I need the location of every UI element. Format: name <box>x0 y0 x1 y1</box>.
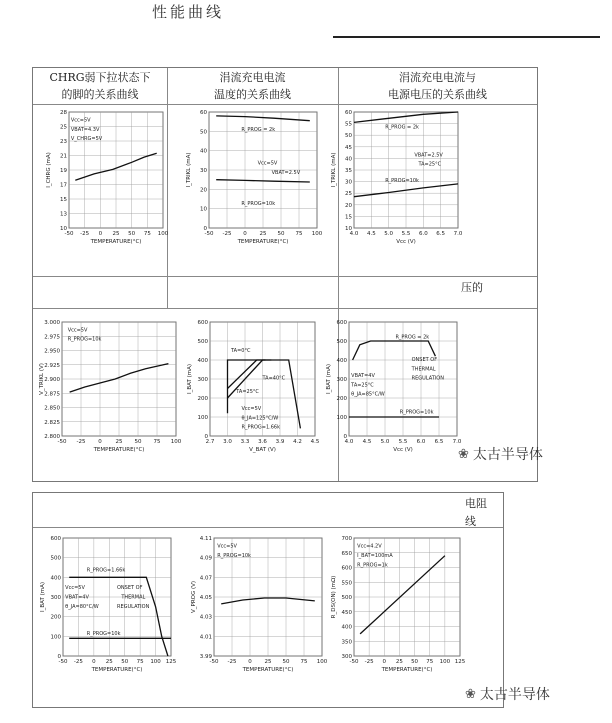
annotation-label: R_PROG=10k <box>385 177 419 184</box>
annotation-label: R_PROG=1.66k <box>86 567 126 574</box>
row-divider <box>33 276 537 277</box>
y-tick-label: 4.09 <box>199 555 212 562</box>
annotation-label: R_PROG=1k <box>357 562 388 569</box>
annotation-label: R_PROG=10k <box>67 336 102 343</box>
x-tick-label: 6.5 <box>434 439 444 445</box>
y-tick-label: 400 <box>50 575 61 582</box>
y-axis-label: I_BAT (mA) <box>187 363 193 395</box>
x-tick-label: 3.6 <box>258 439 267 445</box>
y-tick-label: 10 <box>200 206 207 213</box>
header-cell-1 <box>33 69 167 103</box>
x-tick-label: 4.5 <box>366 231 376 237</box>
watermark <box>465 684 550 704</box>
y-tick-label: 55 <box>345 121 352 128</box>
y-tick-label: 600 <box>336 320 347 326</box>
y-axis-label: I_TRIKL (mA) <box>186 152 192 188</box>
chart-itrickle-vs-vcc <box>330 108 462 244</box>
y-tick-label: 200 <box>336 396 347 402</box>
y-axis-label: I_CHRG (mA) <box>46 152 52 188</box>
y-tick-label: 45 <box>345 144 352 151</box>
y-tick-label: 3.99 <box>199 654 212 660</box>
y-tick-label: 500 <box>336 339 347 345</box>
annotation-label: R_PROG=10k <box>217 553 251 560</box>
x-tick-label: -25 <box>222 231 232 237</box>
x-tick-label: -50 <box>349 659 359 665</box>
x-tick-label: 4.2 <box>293 439 302 445</box>
annotation-label: Vcc=5V <box>217 543 237 550</box>
y-tick-label: 200 <box>197 396 208 402</box>
annotation-label: R_PROG=1.66k <box>241 424 280 431</box>
x-tick-label: 100 <box>311 231 323 237</box>
y-tick-label: 400 <box>341 624 352 631</box>
y-tick-label: 40 <box>345 156 352 163</box>
y-axis-label: I_BAT (mA) <box>40 581 46 613</box>
x-tick-label: 25 <box>395 659 403 665</box>
y-tick-label: 2.925 <box>44 362 60 369</box>
y-tick-label: 200 <box>50 614 61 621</box>
watermark-text: 太古半导体 <box>479 687 550 703</box>
y-tick-label: 3.000 <box>44 320 60 326</box>
annotation-label: TA=25°C <box>236 389 259 396</box>
y-tick-label: 17 <box>60 182 67 189</box>
chart-rdson-vs-temperature <box>330 534 464 672</box>
chart-itrickle-vs-temperature <box>185 108 321 244</box>
x-axis-label: TEMPERATURE(°C) <box>90 239 142 245</box>
annotation-label: ONSET OF <box>411 357 438 364</box>
annotation-label: R_PROG=10k <box>399 409 434 416</box>
y-axis-label: I_TRIKL (mA) <box>331 152 337 188</box>
y-tick-label: 2.975 <box>44 334 60 341</box>
x-tick-label: 3.3 <box>240 439 250 445</box>
annotation-label: VBAT=2.5V <box>271 169 301 176</box>
y-tick-label: 0 <box>203 226 207 232</box>
col-divider <box>167 276 168 308</box>
y-tick-label: 50 <box>200 129 207 136</box>
y-tick-label: 19 <box>60 168 67 174</box>
y-tick-label: 21 <box>60 153 67 160</box>
y-tick-label: 400 <box>336 358 347 364</box>
y-axis-label: V_PROG (V) <box>191 580 197 614</box>
x-tick-label: 100 <box>316 659 328 665</box>
x-tick-label: 4.5 <box>310 439 320 445</box>
y-tick-label: 30 <box>345 179 352 186</box>
annotation-label: Vcc=4.2V <box>357 543 382 550</box>
wechat-icon: ❀ <box>465 686 476 702</box>
annotation-label: Vcc=5V <box>65 585 85 592</box>
y-tick-label: 15 <box>60 197 67 203</box>
y-tick-label: 20 <box>200 187 207 194</box>
header-line: 电源电压的关系曲线 <box>388 88 487 101</box>
annotation-label: REGULATION <box>411 375 444 382</box>
x-tick-label: 0 <box>382 659 387 665</box>
x-tick-label: -25 <box>80 231 90 237</box>
y-tick-label: 2.950 <box>44 348 60 355</box>
y-tick-label: 13 <box>60 211 67 218</box>
x-tick-label: 4.0 <box>349 231 359 237</box>
chart-ibat-vs-vcc <box>325 318 461 452</box>
x-tick-label: 75 <box>295 231 303 237</box>
x-tick-label: 75 <box>153 439 161 445</box>
x-tick-label: 0 <box>243 231 247 237</box>
annotation-label: REGULATION <box>117 603 150 610</box>
annotation-label: I_BAT=100mA <box>357 553 393 560</box>
y-tick-label: 650 <box>341 550 352 557</box>
y-tick-label: 100 <box>50 634 61 641</box>
x-tick-label: 4.5 <box>362 439 372 445</box>
x-axis-label: TEMPERATURE(°C) <box>242 667 294 673</box>
x-tick-label: 0 <box>248 659 252 665</box>
x-axis-label: TEMPERATURE(°C) <box>381 667 433 673</box>
x-tick-label: -50 <box>57 439 67 445</box>
annotation-label: Vcc=5V <box>70 117 91 124</box>
chart-ibat-vs-temperature <box>39 534 175 672</box>
annotation-label: VBAT=4V <box>65 594 89 601</box>
y-tick-label: 60 <box>345 110 352 116</box>
x-tick-label: -50 <box>209 659 219 665</box>
x-tick-label: 50 <box>121 659 129 665</box>
annotation-label: ONSET OF <box>117 585 143 592</box>
y-tick-label: 28 <box>60 110 67 116</box>
page-title: 性能曲线 <box>152 3 225 21</box>
y-tick-label: 600 <box>50 536 61 542</box>
y-tick-label: 300 <box>341 654 352 660</box>
x-tick-label: 4.0 <box>344 439 354 445</box>
y-tick-label: 500 <box>50 555 61 562</box>
watermark-text: 太古半导体 <box>472 447 543 463</box>
annotation-label: R_PROG = 2k <box>385 124 419 131</box>
y-tick-label: 23 <box>60 139 67 145</box>
x-tick-label: 5.0 <box>380 439 390 445</box>
x-tick-label: -25 <box>76 439 86 445</box>
x-tick-label: 50 <box>277 231 285 237</box>
y-tick-label: 35 <box>345 168 352 174</box>
y-tick-label: 2.875 <box>44 391 60 398</box>
y-tick-label: 10 <box>345 226 352 232</box>
y-tick-label: 15 <box>345 214 352 221</box>
y-tick-label: 25 <box>345 191 352 198</box>
x-tick-label: 100 <box>157 231 169 237</box>
x-tick-label: -25 <box>73 659 83 665</box>
annotation-label: θ_JA=80°C/W <box>65 603 99 610</box>
x-tick-label: 7.0 <box>452 439 462 445</box>
annotation-label: Vcc=5V <box>257 160 278 167</box>
x-tick-label: 7.0 <box>453 231 463 237</box>
x-tick-label: 6.5 <box>436 231 446 237</box>
y-tick-label: 100 <box>336 415 347 421</box>
x-tick-label: -25 <box>227 659 237 665</box>
y-tick-label: 20 <box>345 202 352 209</box>
y-tick-label: 40 <box>200 148 207 155</box>
y-tick-label: 300 <box>197 377 208 383</box>
annotation-label: TA=25°C <box>418 161 442 168</box>
y-tick-label: 0 <box>204 434 208 440</box>
y-tick-label: 2.850 <box>44 405 60 412</box>
annotation-label: θ_JA=85°C/W <box>351 391 385 398</box>
header-cell-3 <box>338 69 537 103</box>
x-tick-label: 50 <box>411 659 419 665</box>
chart-ibat-vs-vbat <box>186 318 319 452</box>
annotation-label: TA=25°C <box>351 382 374 389</box>
x-tick-label: 5.5 <box>398 439 408 445</box>
x-tick-label: 125 <box>454 659 466 665</box>
y-tick-label: 4.03 <box>199 614 212 621</box>
x-tick-label: 6.0 <box>418 231 428 237</box>
y-tick-label: 100 <box>197 415 208 421</box>
annotation-label: V_CHRG=5V <box>70 136 103 143</box>
annotation-label: R_PROG=10k <box>241 201 276 208</box>
x-tick-label: 25 <box>105 659 113 665</box>
y-tick-label: 60 <box>200 110 207 116</box>
row-divider <box>33 104 537 105</box>
y-tick-label: 400 <box>197 358 208 364</box>
y-tick-label: 4.01 <box>199 634 212 641</box>
x-tick-label: 50 <box>282 659 290 665</box>
header-line: CHRG弱下拉状态下 <box>49 71 151 84</box>
x-tick-label: 0 <box>92 659 96 665</box>
y-tick-label: 4.11 <box>199 536 212 542</box>
x-axis-label: V_BAT (V) <box>249 447 276 453</box>
x-tick-label: 25 <box>115 439 123 445</box>
x-tick-label: 100 <box>150 659 161 665</box>
annotation-label: TA=0°C <box>231 348 251 355</box>
annotation-label: θ_JA=125°C/W <box>241 415 279 422</box>
section-label: 压的 <box>461 281 483 294</box>
y-tick-label: 50 <box>345 133 352 140</box>
y-tick-label: 600 <box>197 320 208 326</box>
x-tick-label: 125 <box>165 659 177 665</box>
annotation-label: R_PROG = 2k <box>395 334 430 341</box>
x-tick-label: -50 <box>204 231 214 237</box>
x-tick-label: 6.0 <box>416 439 426 445</box>
x-tick-label: 25 <box>259 231 267 237</box>
x-axis-label: TEMPERATURE(°C) <box>91 667 143 673</box>
section-label: 线 <box>465 515 476 528</box>
x-tick-label: 25 <box>112 231 120 237</box>
y-tick-label: 0 <box>57 654 61 660</box>
y-tick-label: 2.825 <box>44 419 60 426</box>
y-tick-label: 700 <box>341 536 352 542</box>
chart-vtrickle-vs-temperature <box>38 318 180 452</box>
annotation-label: THERMAL <box>411 366 436 373</box>
y-axis-label: R_DS(ON) (mΩ) <box>331 575 337 619</box>
annotation-label: R_PROG = 2k <box>241 126 276 133</box>
annotation-label: R_PROG=10k <box>86 631 121 638</box>
x-tick-label: -50 <box>58 659 68 665</box>
y-tick-label: 350 <box>341 639 352 646</box>
annotation-label: VBAT=4.3V <box>70 126 100 133</box>
y-tick-label: 550 <box>341 580 352 587</box>
wechat-icon: ❀ <box>458 446 469 462</box>
row-divider <box>33 308 537 309</box>
annotation-label: Vcc=5V <box>241 406 262 413</box>
header-line: 涓流充电电流 <box>219 71 286 84</box>
y-tick-label: 300 <box>50 595 61 601</box>
header-cell-2 <box>167 69 338 103</box>
y-tick-label: 30 <box>200 168 207 174</box>
y-tick-label: 450 <box>341 609 352 616</box>
row-divider <box>33 527 503 528</box>
annotation-label: Vcc=5V <box>67 327 88 334</box>
annotation-label: VBAT=4V <box>351 373 375 380</box>
x-tick-label: 3.9 <box>275 439 285 445</box>
header-line: 涓流充电电流与 <box>399 71 476 84</box>
y-tick-label: 0 <box>343 434 347 440</box>
y-tick-label: 500 <box>341 595 352 601</box>
watermark <box>458 444 543 464</box>
annotation-label: THERMAL <box>121 594 146 601</box>
x-axis-label: Vcc (V) <box>393 447 413 453</box>
x-tick-label: 0 <box>98 231 103 237</box>
section-label: 电阻 <box>465 497 487 510</box>
x-tick-label: 2.7 <box>205 439 215 445</box>
x-tick-label: 5.0 <box>384 231 394 237</box>
x-tick-label: 75 <box>143 231 151 237</box>
x-axis-label: Vcc (V) <box>396 239 416 245</box>
chart-ichrg-vs-temperature <box>45 108 167 244</box>
y-axis-label: V_TRIKL (V) <box>39 363 45 395</box>
x-tick-label: 100 <box>170 439 182 445</box>
x-tick-label: 75 <box>136 659 144 665</box>
x-tick-label: 50 <box>128 231 136 237</box>
x-tick-label: 25 <box>264 659 272 665</box>
x-tick-label: 50 <box>134 439 142 445</box>
x-tick-label: 5.5 <box>401 231 411 237</box>
header-line: 的脚的关系曲线 <box>61 88 139 101</box>
annotation-label: VBAT=2.5V <box>414 152 443 159</box>
annotation-label: TA=40°C <box>262 375 286 382</box>
x-tick-label: 0 <box>98 439 102 445</box>
y-tick-label: 2.800 <box>44 434 60 440</box>
y-tick-label: 10 <box>60 226 67 232</box>
y-axis-label: I_BAT (mA) <box>326 363 332 395</box>
chart-vprog-vs-temperature <box>190 534 326 672</box>
y-tick-label: 300 <box>336 377 347 383</box>
y-tick-label: 4.07 <box>199 575 212 582</box>
x-axis-label: TEMPERATURE(°C) <box>237 239 289 245</box>
y-tick-label: 500 <box>197 339 208 345</box>
x-tick-label: 75 <box>300 659 308 665</box>
x-tick-label: -25 <box>364 659 374 665</box>
header-rule <box>333 36 600 38</box>
y-tick-label: 4.05 <box>199 595 212 601</box>
x-tick-label: 100 <box>439 659 451 665</box>
x-tick-label: -50 <box>64 231 74 237</box>
x-tick-label: 75 <box>426 659 434 665</box>
y-tick-label: 25 <box>60 124 67 131</box>
x-axis-label: TEMPERATURE(°C) <box>93 447 145 453</box>
header-line: 温度的关系曲线 <box>214 88 291 101</box>
x-tick-label: 3.0 <box>223 439 232 445</box>
y-tick-label: 600 <box>341 565 352 572</box>
y-tick-label: 2.900 <box>44 377 60 383</box>
